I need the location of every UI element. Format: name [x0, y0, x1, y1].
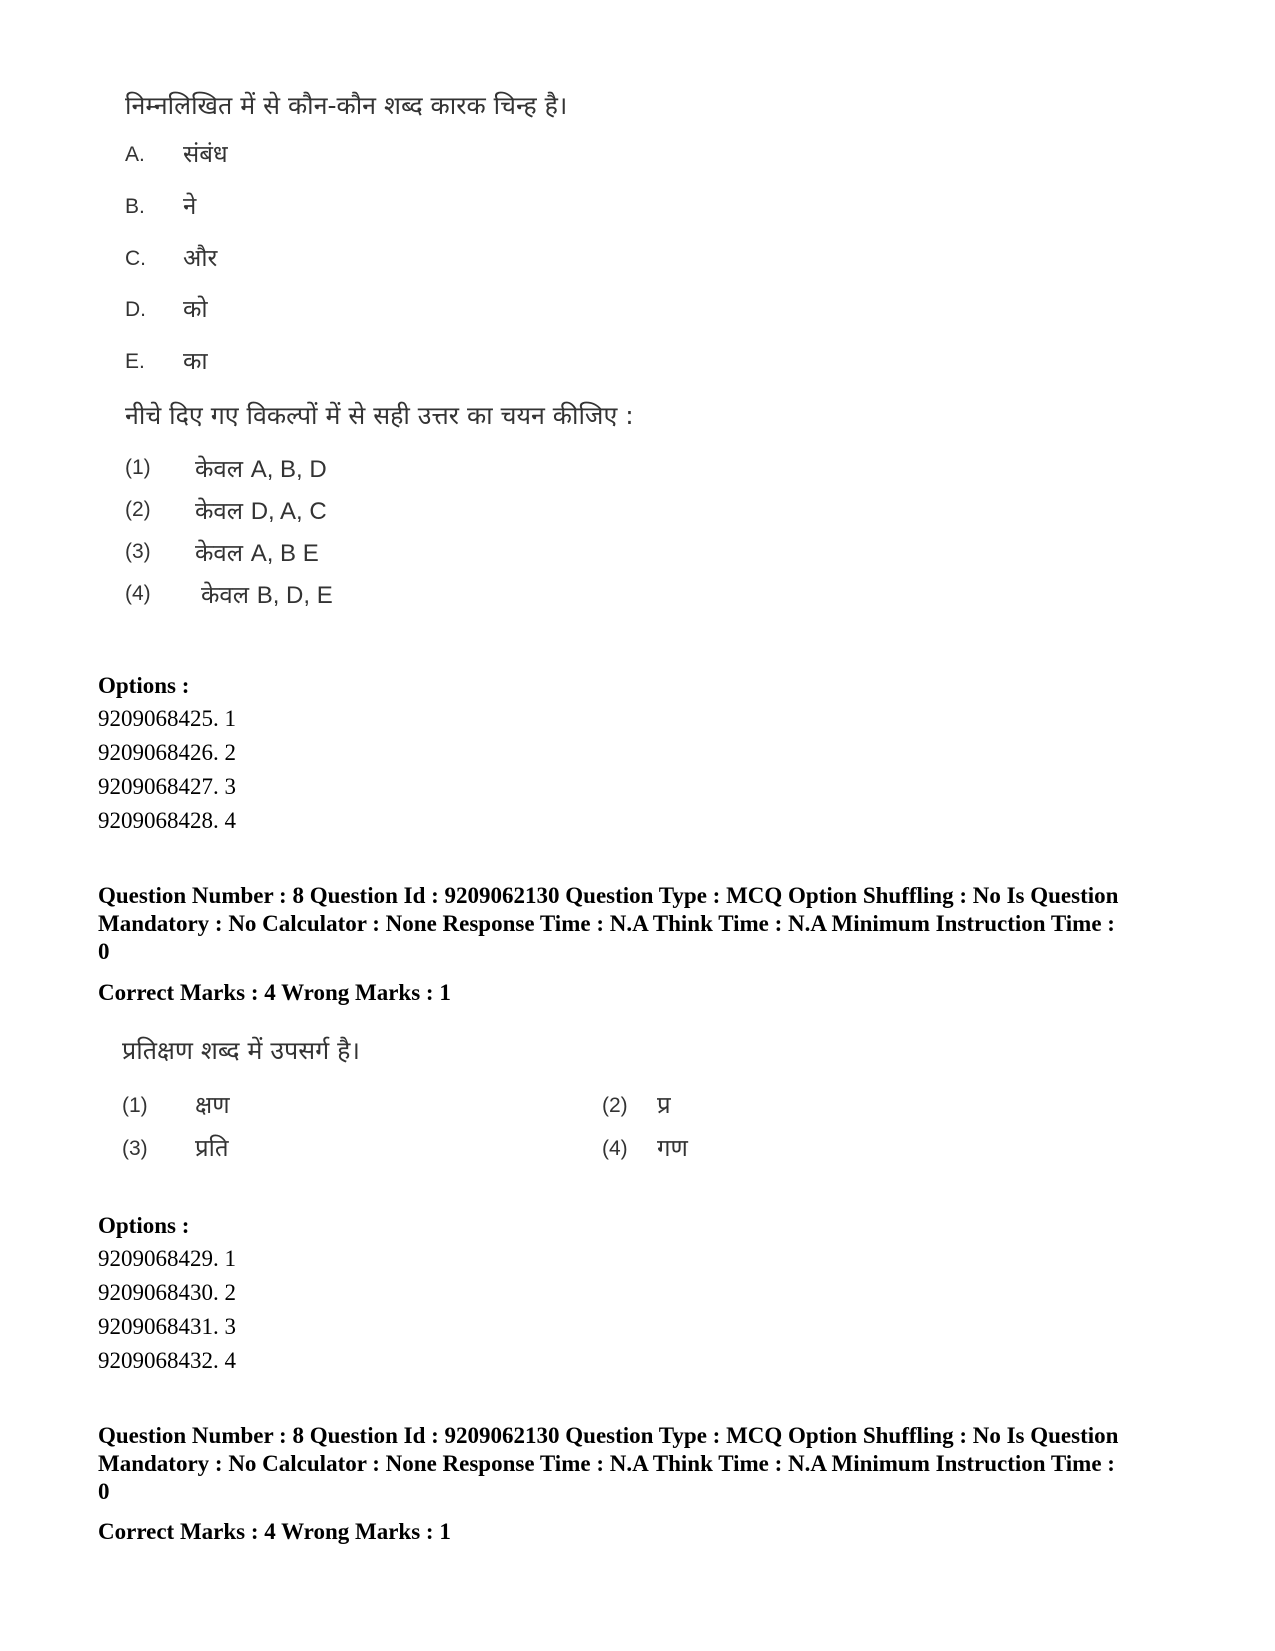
question-8-meta: Question Number : 8 Question Id : 9209062130 Question Type : MCQ Option Shuffling : No Is Question Mandatory : No Calculator : None Response Time : N.A Think Time : N.A Minimum Instruction Time : 0	[98, 883, 1119, 964]
choice-number: (4)	[602, 1137, 628, 1160]
statement-text: का	[183, 347, 208, 375]
statement-letter: C.	[125, 247, 146, 270]
option-line: 9209068425. 1	[98, 706, 236, 731]
choice-value: A, B E	[250, 540, 319, 567]
choice-value: A, B, D	[250, 456, 327, 483]
choice-number: (1)	[125, 456, 151, 479]
choice-number: (2)	[125, 498, 151, 521]
option-line: 9209068431. 3	[98, 1314, 236, 1339]
options-title: Options :	[98, 1213, 190, 1238]
choice-number: (1)	[122, 1094, 148, 1117]
choice-text: गण	[657, 1134, 688, 1162]
statement-text: और	[183, 244, 218, 272]
choice-text	[195, 536, 319, 569]
question-8-repeat-meta: Question Number : 8 Question Id : 9209062130 Question Type : MCQ Option Shuffling : No Is Question Mandatory : No Calculator : None Response Time : N.A Think Time : N.A Minimum Instruction Time : 0	[98, 1423, 1119, 1504]
statement-text: को	[183, 295, 208, 323]
options-title: Options :	[98, 673, 190, 698]
choice-number: (3)	[122, 1137, 148, 1160]
option-line: 9209068428. 4	[98, 808, 236, 833]
question-7-instruction: नीचे दिए गए विकल्पों में से सही उत्तर का चयन कीजिए :	[125, 401, 634, 430]
choice-value: D, A, C	[250, 498, 327, 525]
choice-text: प्र	[657, 1091, 671, 1119]
choice-number: (2)	[602, 1094, 628, 1117]
option-line: 9209068426. 2	[98, 740, 236, 765]
question-8-repeat-marks: Correct Marks : 4 Wrong Marks : 1	[98, 1519, 451, 1544]
option-line: 9209068430. 2	[98, 1280, 236, 1305]
choice-number: (4)	[125, 582, 151, 605]
statement-text: संबंध	[183, 140, 228, 168]
statement-letter: D.	[125, 298, 146, 321]
choice-number: (3)	[125, 540, 151, 563]
choice-text: क्षण	[195, 1091, 230, 1119]
option-line: 9209068432. 4	[98, 1348, 236, 1373]
choice-prefix: केवल	[201, 581, 250, 609]
choice-prefix: केवल	[195, 455, 244, 483]
choice-prefix: केवल	[195, 497, 244, 525]
option-line: 9209068427. 3	[98, 774, 236, 799]
question-8-marks: Correct Marks : 4 Wrong Marks : 1	[98, 980, 451, 1005]
statement-letter: B.	[125, 195, 145, 218]
choice-text	[201, 578, 333, 611]
choice-text: प्रति	[195, 1134, 229, 1162]
question-7-stem: निम्नलिखित में से कौन-कौन शब्द कारक चिन्ह है।	[125, 91, 568, 120]
option-line: 9209068429. 1	[98, 1246, 236, 1271]
choice-prefix: केवल	[195, 539, 244, 567]
statement-letter: E.	[125, 350, 145, 373]
choice-text	[195, 494, 327, 527]
statement-letter: A.	[125, 143, 145, 166]
statement-text: ने	[183, 192, 197, 220]
choice-value: B, D, E	[256, 582, 333, 609]
question-8-stem: प्रतिक्षण शब्द में उपसर्ग है।	[122, 1036, 360, 1065]
choice-text	[195, 452, 327, 485]
